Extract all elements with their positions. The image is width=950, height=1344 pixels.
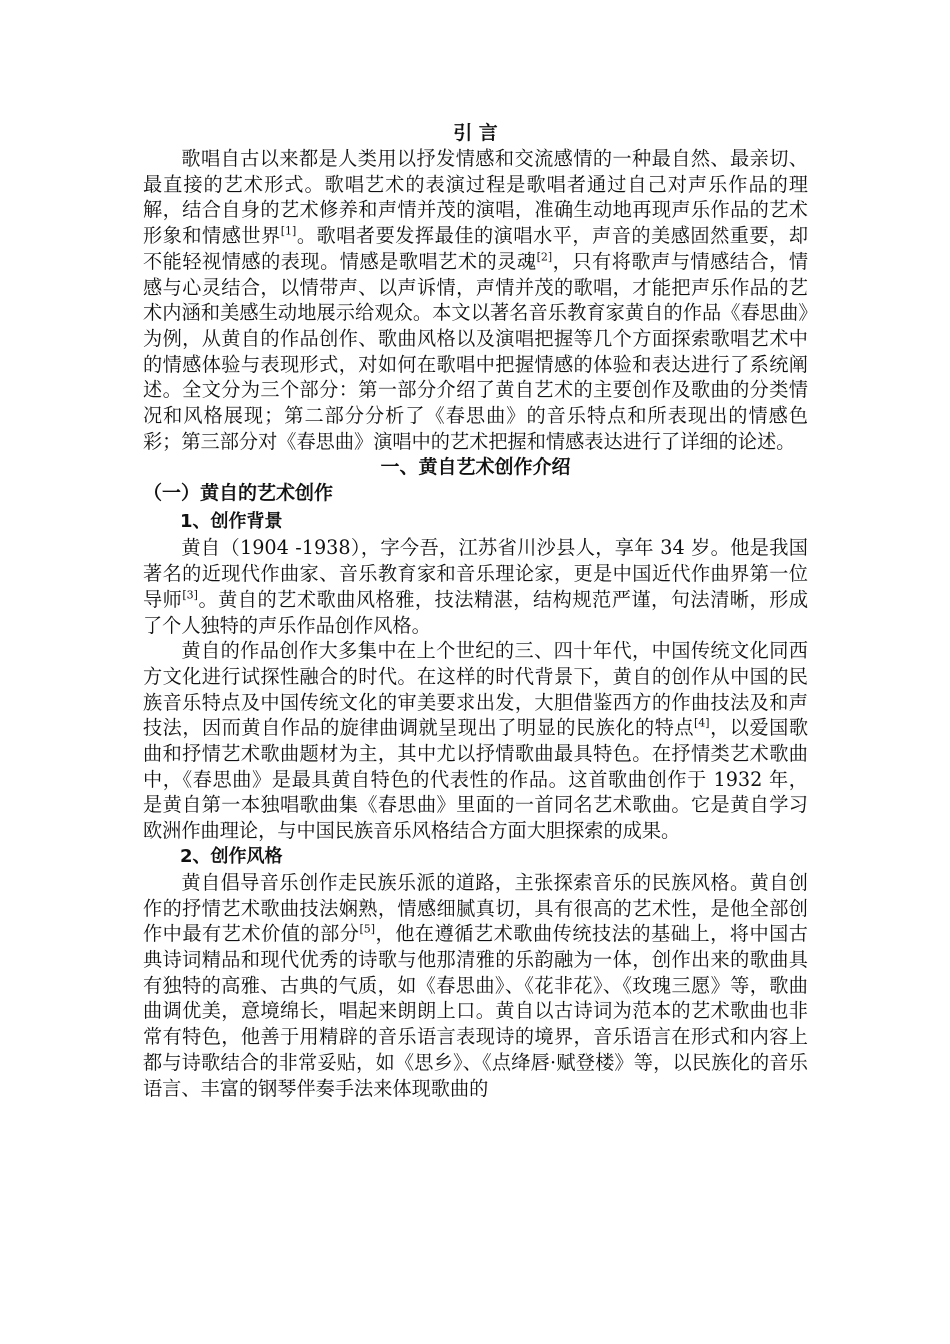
text-run: 。黄自的艺术歌曲风格雅，技法精湛，结构规范严谨，句法清晰，形成了个人独特的声乐作品创作风格。 (143, 587, 808, 637)
text-run: 黄自的作品创作大多集中在上个世纪的三、四十年代，中国传统文化同西方文化进行试探性融合的时代。在这样的时代背景下，黄自的创作从中国的民族音乐特点及中国传统文化的审美要求出发，大胆借鉴西方的作曲技法及和声技法，因而黄自作品的旋律曲调就呈现出了明显的民族化的特点 (143, 639, 808, 740)
body-paragraph (143, 638, 808, 844)
intro-heading: 引 言 (453, 122, 498, 144)
intro-paragraph (143, 146, 808, 454)
body-paragraph (143, 535, 808, 638)
text-run: 黄自倡导音乐创作走民族乐派的道路，主张探索音乐的民族风格。黄自创作的抒情艺术歌曲技法娴熟，情感细腻真切，具有很高的艺术性，是他全部创作中最有艺术价值的部分 (143, 870, 808, 946)
citation-ref: [3] (182, 588, 198, 602)
citation-ref: [2] (536, 250, 553, 264)
citation-ref: [4] (694, 716, 710, 730)
subsection-heading: 2、创作风格 (180, 845, 283, 867)
section-heading: （一）黄自的艺术创作 (143, 482, 334, 505)
text-run: ，他在遵循艺术歌曲传统技法的基础上，将中国古典诗词精品和现代优秀的诗歌与他那清雅的乐韵融为一体，创作出来的歌曲具有独特的高雅、古典的气质，如《春思曲》、《花非花》、《玫瑰三愿》等，歌曲曲调优美，意境绵长，唱起来朗朗上口。黄自以古诗词为范本的艺术歌曲也非常有特色，他善于用精辟的音乐语言表现诗的境界，音乐语言在形式和内容上都与诗歌结合的非常妥贴，如《思乡》、《点绛唇·赋登楼》等，以民族化的音乐语言、丰富的钢琴伴奏手法来体现歌曲的 (143, 922, 808, 1100)
text-run: 黄自（1904 -1938），字今吾，江苏省川沙县人，享年 34 岁。他是我国著名的近现代作曲家、音乐教育家和音乐理论家，更是中国近代作曲界第一位导师 (143, 536, 808, 611)
chapter-heading: 一、黄自艺术创作介绍 (380, 456, 571, 479)
text-run: ，以爱国歌曲和抒情艺术歌曲题材为主，其中尤以抒情歌曲最具特色。在抒情类艺术歌曲中，《春思曲》是最具黄自特色的代表性的作品。这首歌曲创作于 1932 年，是黄自第一本独唱歌曲集《春思曲》里面的一首同名艺术歌曲。它是黄自学习欧洲作曲理论，与中国民族音乐风格结合方面大胆探索的成果。 (143, 716, 809, 843)
text-run: 。歌唱者要发挥最佳的演唱水平，声音的美感固然重要，却不能轻视情感的表现。情感是歌唱艺术的灵魂 (143, 224, 809, 273)
body-paragraph (143, 870, 808, 1101)
subsection-heading: 1、创作背景 (180, 511, 283, 533)
text-run: 歌唱自古以来都是人类用以抒发情感和交流感情的一种最自然、最亲切、最直接的艺术形式。歌唱艺术的表演过程是歌唱者通过自己对声乐作品的理解，结合自身的艺术修养和声情并茂的演唱，准确生动地再现声乐作品的艺术形象和情感世界 (143, 147, 808, 248)
citation-ref: [5] (359, 922, 376, 936)
citation-ref: [1] (280, 224, 297, 238)
text-run: ，只有将歌声与情感结合，情感与心灵结合，以情带声、以声诉情，声情并茂的歌唱，才能把声乐作品的艺术内涵和美感生动地展示给观众。本文以著名音乐教育家黄自的作品《春思曲》为例，从黄自的作品创作、歌曲风格以及演唱把握等几个方面探索歌唱艺术中的情感体验与表现形式，对如何在歌唱中把握情感的体验和表达进行了系统阐述。全文分为三个部分：第一部分介绍了黄自艺术的主要创作及歌曲的分类情况和风格展现；第二部分分析了《春思曲》的音乐特点和所表现出的情感色彩；第三部分对《春思曲》演唱中的艺术把握和情感表达进行了详细的论述。 (143, 249, 809, 453)
document-page (143, 120, 808, 1101)
